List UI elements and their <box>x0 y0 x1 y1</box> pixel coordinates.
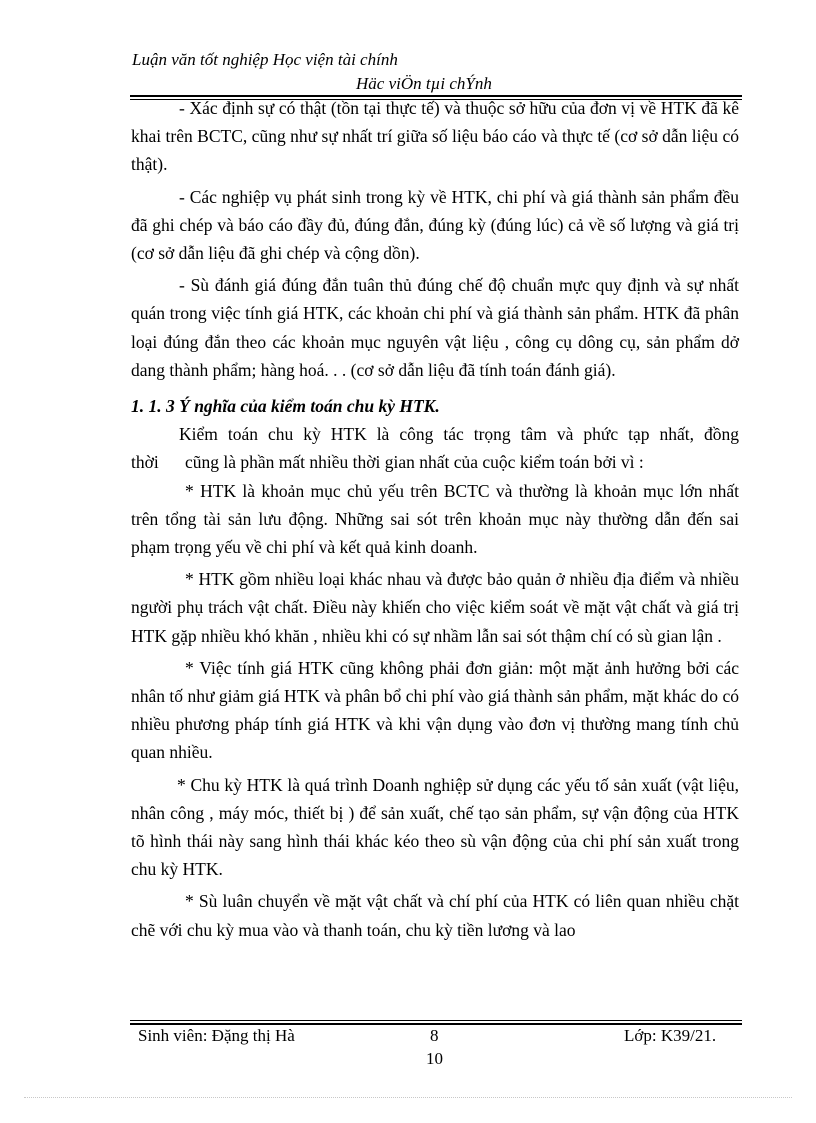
body-text <box>131 94 739 944</box>
section-heading: 1. 1. 3 Ý nghĩa của kiểm toán chu kỳ HTK. <box>131 396 440 417</box>
footer-class: Lớp: K39/21. <box>624 1026 717 1045</box>
intro-line: Kiểm toán chu kỳ HTK là công tác trọng tâm và phức tạp nhất, đồng <box>179 424 739 445</box>
bullet-paragraph: * Việc tính giá HTK cũng không phải đơn giản: một mặt ảnh hưởng bởi các nhân tố như giảm giá HTK và phân bổ chi phí vào giá thành sản phẩm, mặt khác do có nhiều phương pháp tính giá HTK và khi vận dụng vào đơn vị thường mang tính chủ quan nhiều. <box>131 657 739 763</box>
footer-rule <box>130 1020 742 1025</box>
header-title: Luận văn tốt nghiệp Học viện tài chính <box>132 50 398 69</box>
page-number: 10 <box>426 1049 443 1068</box>
footer-student: Sinh viên: Đặng thị Hà <box>138 1026 295 1045</box>
paragraph: - Các nghiệp vụ phát sinh trong kỳ về HTK, chi phí và giá thành sản phẩm đều đã ghi chép và báo cáo đầy đủ, đúng đắn, đúng kỳ (đúng lúc) cả về số lượng và giá trị (cơ sở dẫn liệu đã ghi chép và cộng dồn). <box>131 186 739 264</box>
page-bottom-divider <box>24 1097 792 1098</box>
bullet-paragraph: * HTK gồm nhiều loại khác nhau và được bảo quản ở nhiều địa điểm và nhiều người phụ trách vật chất. Điều này khiến cho việc kiểm soát về mặt vật chất và giá trị HTK gặp nhiều khó khăn , nhiều khi có sự nhầm lẫn sai sót thậm chí có sù gian lận . <box>131 569 739 646</box>
intro-line: thời cũng là phần mất nhiều thời gian nhất của cuộc kiểm toán bởi vì : <box>131 452 644 473</box>
bullet-paragraph: * Sù luân chuyển về mặt vật chất và chí phí của HTK có liên quan nhiều chặt chẽ với chu kỳ mua vào và thanh toán, chu kỳ tiền lương và lao <box>131 891 739 940</box>
footer-page-center: 8 <box>430 1026 439 1045</box>
paragraph: - Xác định sự có thật (tồn tại thực tế) và thuộc sở hữu của đơn vị về HTK đã kê khai trên BCTC, cũng như sự nhất trí giữa số liệu báo cáo và thực tế (cơ sở dẫn liệu có thật). <box>131 98 739 175</box>
bullet-paragraph: * HTK là khoản mục chủ yếu trên BCTC và thường là khoản mục lớn nhất trên tổng tài sản lưu động. Những sai sót trên khoản mục này thường dẫn đến sai phạm trọng yếu về chi phí và kết quả kinh doanh. <box>131 480 739 558</box>
header-subtitle: Häc viÖn tµi chÝnh <box>356 74 492 93</box>
bullet-paragraph: * Chu kỳ HTK là quá trình Doanh nghiệp sử dụng các yếu tố sản xuất (vật liệu, nhân công , máy móc, thiết bị ) để sản xuất, chế tạo sản phẩm, sự vận động của HTK tõ hình thái này sang hình thái khác kéo theo sù vận động của chi phí sản xuất trong chu kỳ HTK. <box>131 774 739 880</box>
paragraph: - Sù đánh giá đúng đắn tuân thủ đúng chế độ chuẩn mực quy định và sự nhất quán trong việc tính giá HTK, các khoản chi phí và giá thành sản phẩm. HTK đã phân loại đúng đắn theo các khoản mục nguyên vật liệu , công cụ dông cụ, sản phẩm dở dang thành phẩm; hàng hoá. . . (cơ sở dẫn liệu đã tính toán đánh giá). <box>131 275 739 380</box>
